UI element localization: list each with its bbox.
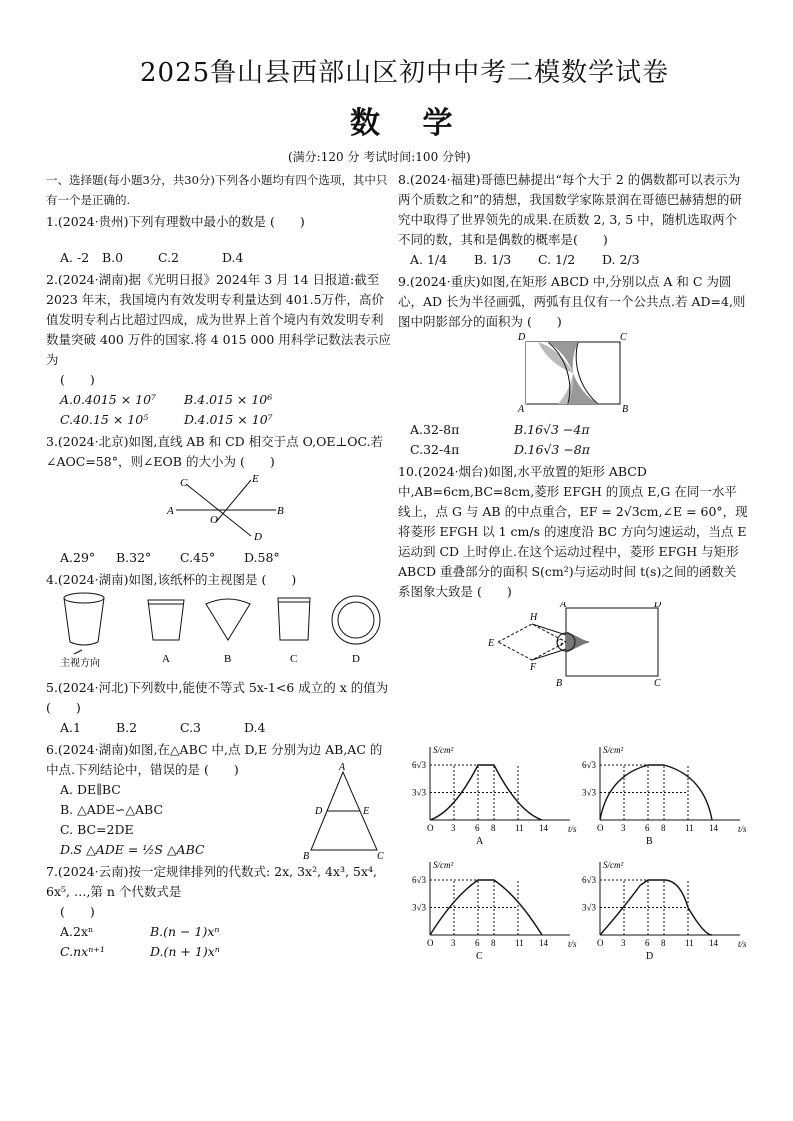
q8-option-c[interactable]: C. 1/2	[537, 252, 576, 267]
view-direction-label: 主视方向	[60, 658, 100, 669]
question-9	[398, 272, 748, 460]
svg-text:A: A	[167, 505, 174, 517]
q1-bracket: ( )	[269, 214, 305, 229]
q7-option-b[interactable]: B.(n − 1)xⁿ	[149, 924, 220, 939]
svg-text:D: D	[254, 531, 262, 542]
q8-option-a[interactable]: A. 1/4	[410, 252, 448, 267]
q7-bracket: ( )	[60, 904, 95, 919]
q3-bracket: ( )	[239, 454, 275, 469]
svg-text:D: D	[654, 602, 662, 610]
svg-text:O: O	[210, 514, 218, 526]
q1-option-a[interactable]: A. -2	[60, 250, 90, 265]
exam-title: 2025鲁山县西部山区初中中考二模数学试卷	[140, 58, 670, 88]
q10-graphs	[410, 745, 750, 970]
q6-bracket: ( )	[203, 762, 239, 777]
y-axis-label: S/cm²	[433, 745, 454, 755]
q4-option-d[interactable]: D	[352, 653, 360, 665]
x-tick-label: 8	[661, 823, 666, 833]
q3-option-a[interactable]: A.29°	[60, 550, 96, 565]
svg-text:A: A	[518, 404, 525, 414]
svg-text:B: B	[622, 404, 629, 414]
q1-stem: 1.(2024·贵州)下列有理数中最小的数是	[46, 214, 266, 229]
left-column	[46, 170, 391, 962]
x-tick-label: 3	[621, 823, 626, 833]
q4-option-b[interactable]: B	[224, 653, 232, 665]
x-tick-label: O	[427, 823, 434, 833]
x-tick-label: 11	[515, 823, 524, 833]
x-tick-label: 14	[709, 938, 718, 948]
x-tick-label: 11	[685, 823, 694, 833]
q2-option-b[interactable]: B.4.015 × 10⁶	[183, 392, 273, 407]
svg-text:C: C	[654, 678, 661, 689]
subject-title: 数 学	[350, 106, 469, 141]
y-axis-label: S/cm²	[433, 860, 454, 870]
q2-option-d[interactable]: D.4.015 × 10⁷	[183, 412, 273, 427]
question-3	[46, 432, 391, 568]
q6-option-a[interactable]: A. DE∥BC	[60, 782, 121, 797]
q9-option-c[interactable]: C.32-4π	[410, 442, 460, 457]
x-tick-label: 8	[491, 823, 496, 833]
svg-text:E: E	[252, 473, 259, 485]
q4-bracket: ( )	[261, 572, 297, 587]
svg-text:E: E	[488, 638, 495, 649]
x-tick-label: 6	[645, 938, 650, 948]
x-axis-label: t/s	[738, 824, 747, 834]
q2-stem: 2.(2024·湖南)据《光明日报》2024年 3 月 14 日报道:截至 2023 年末，我国境内有效发明专利量达到 401.5万件，高价值发明专利占比超过四成，成为世界上首个境内有效发明专利数量突破 400 万件的国家.将 4 015 000 用科学记数法表示应为	[46, 272, 391, 367]
q3-figure-intersecting-lines	[46, 472, 391, 542]
q5-stem: 5.(2024·河北)下列数中,能使不等式 5x-1<6 成立的 x 的值为	[46, 680, 389, 695]
x-tick-label: 8	[661, 938, 666, 948]
q8-option-d[interactable]: D. 2/3	[601, 252, 640, 267]
x-tick-label: 6	[475, 938, 480, 948]
question-2	[46, 270, 391, 430]
q7-option-a[interactable]: A.2xⁿ	[60, 924, 94, 939]
svg-text:A: A	[560, 602, 567, 610]
q5-option-b[interactable]: B.2	[115, 720, 138, 735]
x-tick-label: 6	[475, 823, 480, 833]
q4-option-a[interactable]: A	[162, 653, 170, 665]
q9-bracket: ( )	[527, 314, 562, 329]
q10-bracket: ( )	[477, 584, 512, 599]
graph-option-label[interactable]: C	[476, 951, 483, 962]
x-tick-label: 14	[709, 823, 718, 833]
y-tick-label: 3√3	[412, 787, 426, 798]
svg-text:D: D	[518, 332, 526, 343]
q4-stem: 4.(2024·湖南)如图,该纸杯的主视图是	[46, 572, 258, 587]
svg-text:B: B	[303, 851, 310, 860]
q10-figure-rhombus-rectangle	[398, 602, 748, 692]
q1-option-c[interactable]: C.2	[157, 250, 180, 265]
q3-option-c[interactable]: C.45°	[179, 550, 216, 565]
svg-text:B: B	[556, 678, 563, 689]
question-7	[46, 862, 391, 962]
graph-option-label[interactable]: A	[476, 836, 484, 847]
q1-option-b[interactable]: B.0	[101, 250, 124, 265]
q3-option-b[interactable]: B.32°	[115, 550, 152, 565]
q6-option-d[interactable]: D.S △ADE = ½S △ABC	[60, 842, 205, 857]
q5-bracket: ( )	[46, 700, 81, 715]
x-tick-label: 14	[539, 823, 548, 833]
q7-option-c[interactable]: C.nxⁿ⁺¹	[60, 944, 105, 959]
q4-figure-paper-cup	[46, 590, 391, 670]
x-axis-label: t/s	[568, 939, 577, 949]
y-tick-label: 6√3	[582, 760, 596, 770]
q9-option-a[interactable]: A.32-8π	[410, 422, 460, 437]
svg-text:G: G	[556, 638, 564, 649]
y-tick-label: 3√3	[582, 787, 596, 798]
q8-option-b[interactable]: B. 1/3	[473, 252, 512, 267]
svg-text:C: C	[180, 477, 188, 489]
svg-text:D: D	[315, 806, 323, 817]
x-tick-label: 3	[451, 938, 456, 948]
q5-option-a[interactable]: A.1	[60, 720, 81, 735]
y-axis-label: S/cm²	[603, 860, 624, 870]
x-tick-label: O	[597, 938, 604, 948]
q1-option-d[interactable]: D.4	[221, 250, 244, 265]
q2-option-c[interactable]: C.40.15 × 10⁵	[60, 412, 149, 427]
q8-stem: 8.(2024·福建)哥德巴赫提出“每个大于 2 的偶数都可以表示为两个质数之和”的猜想，我国数学家陈景润在哥德巴赫猜想的研究中取得了世界领先的成果.在质数 2, 3, 5 中，随机选取两个不同的数，其和是偶数的概率是( )	[398, 172, 742, 247]
svg-text:E: E	[363, 806, 370, 817]
q4-option-c[interactable]: C	[290, 653, 298, 665]
q9-option-d[interactable]: D.16√3 −8π	[513, 442, 590, 457]
q9-figure-rectangle-arcs	[398, 332, 748, 414]
q6-option-b[interactable]: B. △ADE∽△ABC	[60, 802, 164, 817]
graph-option-label[interactable]: D	[646, 951, 654, 962]
q10-stem: 10.(2024·烟台)如图,水平放置的矩形 ABCD 中,AB=6cm,BC=8cm,菱形 EFGH 的顶点 E,G 在同一水平线上，点 G 与 AB 的中点重合，EF = 2√3cm,∠E = 60°，现将菱形 EFGH 以 1 cm/s 的速度沿 BC 方向匀速运动，当点 E 运动到 CD 上时停止.在这个运动过程中，菱形 EFGH 与矩形 ABCD 重叠部分的面积 S(cm²)与运动时间 t(s)之间的函数关系图象大致是	[398, 464, 748, 599]
x-tick-label: 6	[645, 823, 650, 833]
q3-option-d[interactable]: D.58°	[243, 550, 280, 565]
question-5	[46, 678, 391, 738]
svg-text:A: A	[339, 762, 346, 773]
q3-stem: 3.(2024·北京)如图,直线 AB 和 CD 相交于点 O,OE⊥OC.若∠AOC=58°，则∠EOB 的大小为	[46, 434, 384, 469]
q10-graph-grid	[410, 745, 750, 970]
x-axis-label: t/s	[568, 824, 577, 834]
svg-text:H: H	[530, 612, 538, 623]
q6-option-c[interactable]: C. BC=2DE	[60, 822, 134, 837]
q5-option-d[interactable]: D.4	[243, 720, 266, 735]
x-axis-label: t/s	[738, 939, 747, 949]
question-10	[398, 462, 748, 698]
exam-info: (满分:120 分 考试时间:100 分钟)	[288, 150, 471, 164]
q7-option-d[interactable]: D.(n + 1)xⁿ	[149, 944, 220, 959]
y-tick-label: 6√3	[412, 875, 426, 885]
y-tick-label: 6√3	[412, 760, 426, 770]
x-tick-label: 11	[515, 938, 524, 948]
svg-text:C: C	[620, 332, 627, 343]
q2-option-a[interactable]: A.0.4015 × 10⁷	[60, 392, 157, 407]
q6-stem: 6.(2024·湖南)如图,在△ABC 中,点 D,E 分别为边 AB,AC 的中点.下列结论中，错误的是	[46, 742, 383, 777]
svg-text:B: B	[277, 505, 284, 517]
question-8	[398, 170, 748, 270]
x-tick-label: 3	[451, 823, 456, 833]
q6-figure-triangle	[291, 760, 391, 860]
graph-option-label[interactable]: B	[646, 836, 653, 847]
x-tick-label: 3	[621, 938, 626, 948]
x-tick-label: O	[597, 823, 604, 833]
right-column	[398, 170, 748, 698]
y-tick-label: 6√3	[582, 875, 596, 885]
y-tick-label: 3√3	[582, 902, 596, 913]
x-tick-label: 14	[539, 938, 548, 948]
q9-stem: 9.(2024·重庆)如图,在矩形 ABCD 中,分别以点 A 和 C 为圆心，AD 长为半径画弧，两弧有且仅有一个公共点.若 AD=4,则图中阴影部分的面积为	[398, 274, 746, 329]
q9-option-b[interactable]: B.16√3 −4π	[513, 422, 590, 437]
question-1	[46, 212, 391, 268]
svg-text:C: C	[377, 851, 384, 860]
svg-text:F: F	[530, 662, 537, 673]
q2-bracket: ( )	[60, 372, 95, 387]
section-intro: 一、选择题(每小题3分，共30分)下列各小题均有四个选项，其中只有一个是正确的.	[46, 173, 388, 207]
y-axis-label: S/cm²	[603, 745, 624, 755]
question-4	[46, 570, 391, 676]
x-tick-label: 11	[685, 938, 694, 948]
x-tick-label: 8	[491, 938, 496, 948]
q5-option-c[interactable]: C.3	[179, 720, 202, 735]
y-tick-label: 3√3	[412, 902, 426, 913]
q7-stem: 7.(2024·云南)按一定规律排列的代数式: 2x, 3x², 4x³, 5x⁴, 6x⁵, …,第 n 个代数式是	[46, 864, 378, 899]
x-tick-label: O	[427, 938, 434, 948]
question-6	[46, 740, 391, 860]
